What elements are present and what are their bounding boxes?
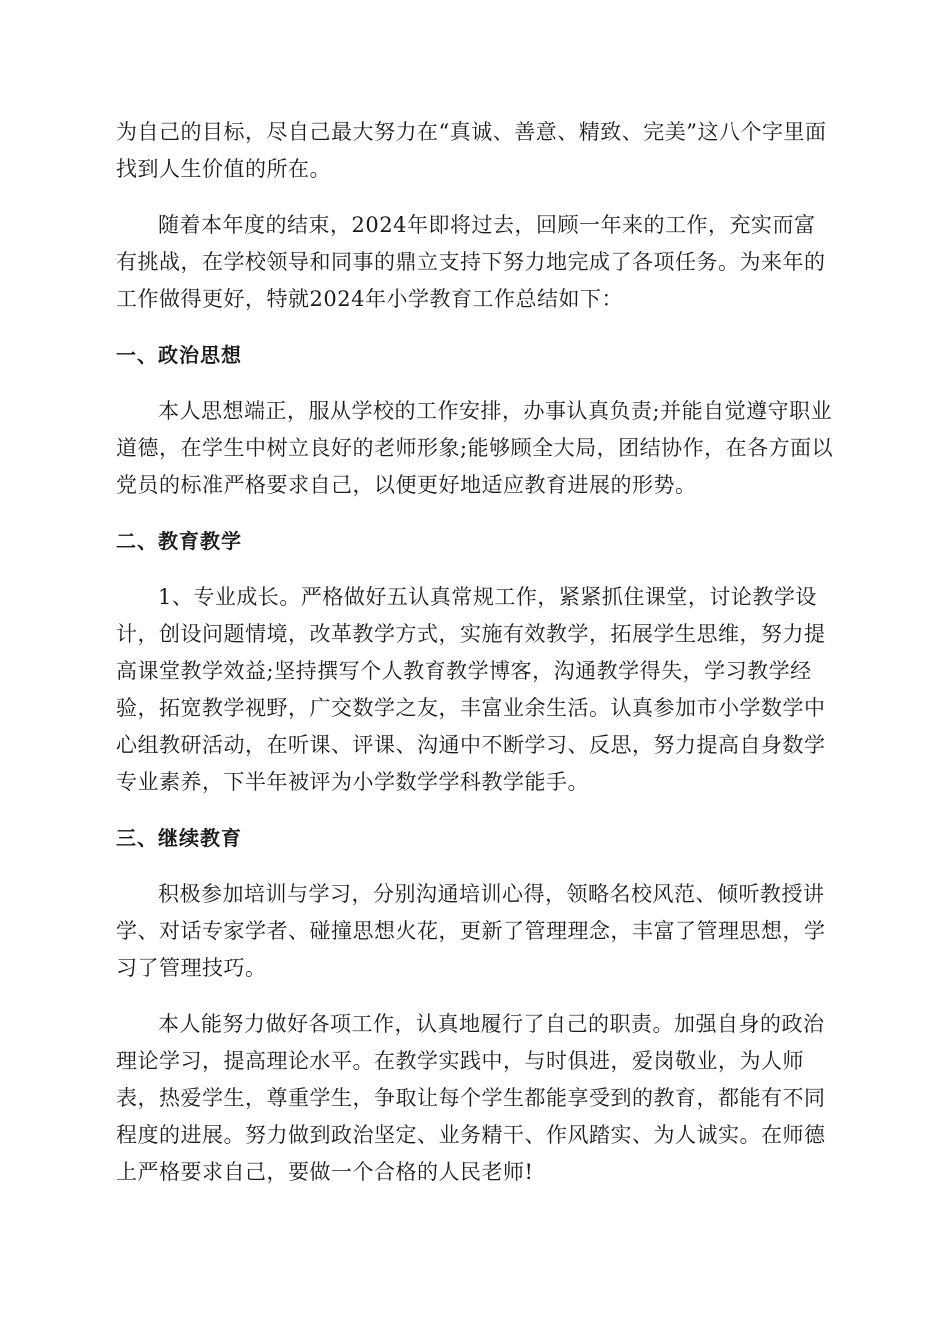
- paragraph-goal: 为自己的目标，尽自己最大努力在“真诚、善意、精致、完美”这八个字里面找到人生价值的所在。: [116, 120, 827, 181]
- heading-education-teaching: 二、教育教学: [116, 529, 242, 553]
- paragraph-professional-growth: 1、专业成长。严格做好五认真常规工作，紧紧抓住课堂，讨论教学设计，创设问题情境，改革教学方式，实施有效教学，拓展学生思维，努力提高课堂教学效益;坚持撰写个人教育教学博客，沟通教学得失，学习教学经验，拓宽教学视野，广交数学之友，丰富业余生活。认真参加市小学数学中心组教研活动，在听课、评课、沟通中不断学习、反思，努力提高自身数学专业素养，下半年被评为小学数学学科教学能手。: [116, 585, 826, 794]
- paragraph-training: 积极参加培训与学习，分别沟通培训心得，领略名校风范、倾听教授讲学、对话专家学者、碰撞思想火花，更新了管理理念，丰富了管理思想，学习了管理技巧。: [116, 882, 826, 980]
- paragraph-intro: 随着本年度的结束，2024年即将过去，回顾一年来的工作，充实而富有挑战，在学校领导和同事的鼎立支持下努力地完成了各项任务。为来年的工作做得更好，特就2024年小学教育工作总结如下：: [116, 213, 826, 311]
- paragraph-conclusion: 本人能努力做好各项工作，认真地履行了自己的职责。加强自身的政治理论学习，提高理论水平。在教学实践中，与时俱进，爱岗敬业，为人师表，热爱学生，尊重学生，争取让每个学生都能享受到的教育，都能有不同程度的进展。努力做到政治坚定、业务精干、作风踏实、为人诚实。在师德上严格要求自己，要做一个合格的人民老师!: [116, 1012, 826, 1184]
- heading-continuing-education: 三、继续教育: [116, 826, 242, 850]
- paragraph-political-thought: 本人思想端正，服从学校的工作安排，办事认真负责;并能自觉遵守职业道德，在学生中树立良好的老师形象;能够顾全大局，团结协作，在各方面以党员的标准严格要求自己，以便更好地适应教育进展的形势。: [116, 399, 834, 497]
- document-body: [116, 114, 836, 1191]
- heading-political-thought: 一、政治思想: [116, 343, 242, 367]
